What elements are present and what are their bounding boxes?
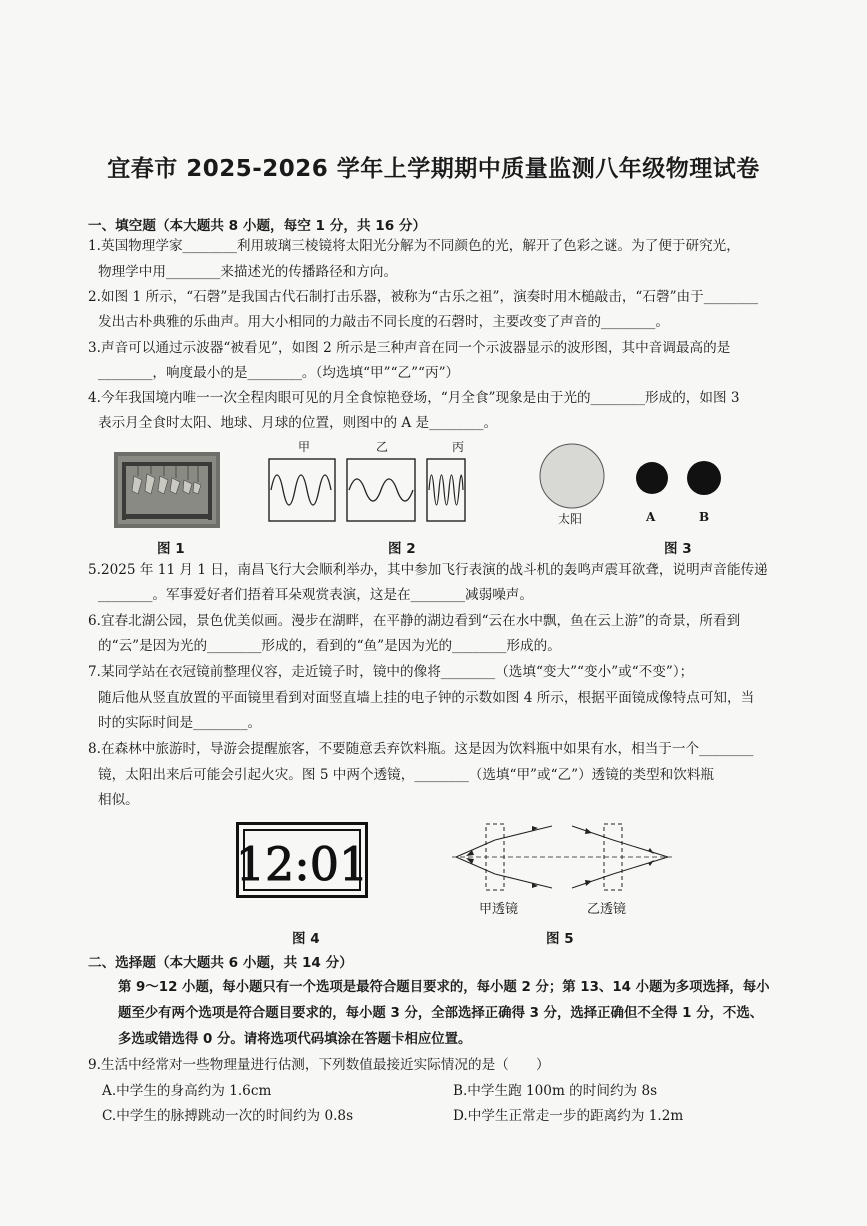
b-label: B (699, 510, 710, 524)
section2-heading: 二、选择题（本大题共 6 小题，共 14 分） (88, 955, 353, 971)
figure1-stone-chime-image (114, 452, 220, 528)
section1-heading: 一、填空题（本大题共 8 小题，每空 1 分，共 16 分） (88, 218, 427, 234)
q6-line2: 的“云”是因为光的________形成的，看到的“鱼”是因为光的________形成的。 (98, 638, 561, 654)
wave-label-bing: 丙 (452, 440, 465, 454)
q8-line1: 8.在森林中旅游时，导游会提醒旅客，不要随意丢弃饮料瓶。这是因为饮料瓶中如果有水，相当于一个________ (88, 741, 754, 757)
body-b-circle (687, 461, 721, 495)
lens-yi-label: 乙透镜 (587, 902, 627, 917)
wave-bing (429, 475, 463, 505)
section2-instructions-1: 第 9～12 小题，每小题只有一个选项是最符合题目要求的，每小题 2 分；第 13、14 小题为多项选择，每小 (118, 980, 770, 995)
q2-line1: 2.如图 1 所示，“石磬”是我国古代石制打击乐器，被称为“古乐之祖”，演奏时用木槌敲击，“石磬”由于________ (88, 289, 759, 305)
q3-line2: ________，响度最小的是________。（均选填“甲”“乙”“丙”） (98, 365, 460, 381)
q7-line3: 时的实际时间是________。 (98, 715, 262, 731)
figure2-waveforms-diagram (268, 458, 468, 524)
sun-circle (540, 444, 604, 508)
wave-jia (271, 475, 331, 505)
clock-display: 12:01 (236, 837, 368, 891)
q6-line1: 6.宜春北湖公园，景色优美似画。漫步在湖畔，在平静的湖边看到“云在水中飘，鱼在云上游”的奇景，所看到 (88, 613, 741, 629)
q7-line1: 7.某同学站在衣冠镜前整理仪容，走近镜子时，镜中的像将________（选填“变大”“变小”或“不变”）； (88, 664, 694, 680)
q5-line2: ________。军事爱好者们捂着耳朵观赏表演，这是在________减弱噪声。 (98, 587, 533, 603)
q2-line2: 发出古朴典雅的乐曲声。用大小相同的力敲击不同长度的石磬时，主要改变了声音的________。 (98, 314, 669, 330)
body-a-circle (636, 462, 668, 494)
wave-label-jia: 甲 (298, 440, 311, 454)
figure5-lens-diagram (442, 818, 682, 898)
q8-line3: 相似。 (98, 792, 139, 808)
q9-option-d: D.中学生正常走一步的距离约为 1.2m (453, 1108, 684, 1124)
figure3-caption: 图 3 (664, 541, 692, 557)
a-label: A (646, 510, 656, 524)
q3-line1: 3.声音可以通过示波器“被看见”，如图 2 所示是三种声音在同一个示波器显示的波形图，其中音调最高的是 (88, 340, 731, 356)
section2-instructions-2: 题至少有两个选项是符合题目要求的，每小题 3 分，全部选择正确得 3 分，选择正确但不全得 1 分，不选、 (118, 1006, 764, 1021)
exam-title: 宜春市 2025-2026 学年上学期期中质量监测八年级物理试卷 (107, 156, 760, 182)
figure4-digital-clock (236, 822, 368, 898)
q9-stem: 9.生活中经常对一些物理量进行估测，下列数值最接近实际情况的是（ ） (88, 1057, 550, 1073)
figure5-caption: 图 5 (546, 931, 574, 947)
q4-line1: 4.今年我国境内唯一一次全程肉眼可见的月全食惊艳登场，“月全食”现象是由于光的________形成的，如图 3 (88, 390, 740, 406)
q5-line1: 5.2025 年 11 月 1 日，南昌飞行大会顺利举办，其中参加飞行表演的战斗机的轰鸣声震耳欲聋，说明声音能传递 (88, 562, 768, 578)
q8-line2: 镜，太阳出来后可能会引起火灾。图 5 中两个透镜，________（选填“甲”或“乙”）透镜的类型和饮料瓶 (98, 767, 715, 783)
q9-option-c: C.中学生的脉搏跳动一次的时间约为 0.8s (102, 1108, 354, 1124)
q1-line1: 1.英国物理学家________利用玻璃三棱镜将太阳光分解为不同颜色的光，解开了色彩之谜。为了便于研究光， (88, 238, 740, 254)
q1-line2: 物理学中用________来描述光的传播路径和方向。 (98, 264, 398, 280)
sun-label: 太阳 (558, 512, 583, 526)
section2-instructions-3: 多选或错选得 0 分。请将选项代码填涂在答题卡相应位置。 (118, 1032, 472, 1047)
q9-option-a: A.中学生的身高约为 1.6cm (102, 1083, 272, 1099)
wave-label-yi: 乙 (376, 440, 389, 454)
figure1-caption: 图 1 (157, 541, 185, 557)
q4-line2: 表示月全食时太阳、地球、月球的位置，则图中的 A 是________。 (98, 415, 498, 431)
q9-option-b: B.中学生跑 100m 的时间约为 8s (453, 1083, 658, 1099)
figure3-eclipse-diagram (536, 438, 736, 518)
wave-yi (349, 479, 413, 501)
lens-jia-label: 甲透镜 (479, 902, 519, 917)
figure2-caption: 图 2 (388, 541, 416, 557)
figure4-caption: 图 4 (292, 931, 320, 947)
q7-line2: 随后他从竖直放置的平面镜里看到对面竖直墙上挂的电子钟的示数如图 4 所示，根据平面镜成像特点可知，当 (98, 690, 755, 706)
